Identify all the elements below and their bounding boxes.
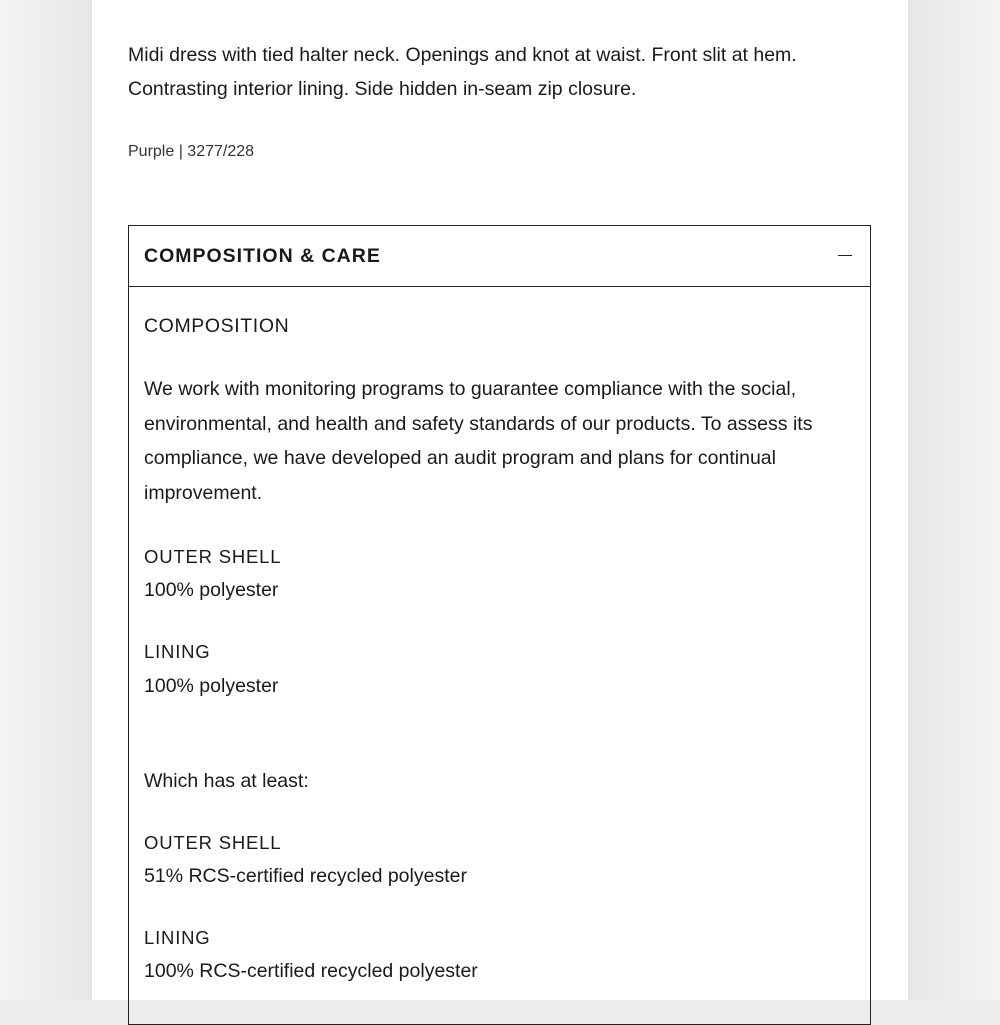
product-color-reference: Purple | 3277/228 [128,143,255,160]
right-background-shade [908,0,1000,1000]
recycled-value: 51% RCS-certified recycled polyester [144,865,467,887]
recycled-label: OUTER SHELL [144,832,282,853]
composition-heading: COMPOSITION [144,315,290,337]
left-background-shade [0,0,92,1000]
material-value: 100% polyester [144,675,279,697]
composition-care-accordion [128,225,871,1025]
at-least-intro: Which has at least: [144,770,309,792]
accordion-title: COMPOSITION & CARE [144,245,381,267]
recycled-value: 100% RCS-certified recycled polyester [144,960,478,982]
material-value: 100% polyester [144,579,279,601]
minus-icon[interactable] [838,255,852,256]
material-label: LINING [144,641,211,662]
accordion-header[interactable] [129,226,870,287]
recycled-label: LINING [144,927,211,948]
compliance-paragraph: We work with monitoring programs to guarantee compliance with the social, environmental, and health and safety standards of our products. To assess its compliance, we have developed an audit program and plans for continual improvement. [144,378,813,504]
product-details-page [92,0,908,1000]
material-label: OUTER SHELL [144,546,282,567]
product-description: Midi dress with tied halter neck. Openings and knot at waist. Front slit at hem. Contrasting interior lining. Side hidden in-seam zip closure. [128,44,797,100]
